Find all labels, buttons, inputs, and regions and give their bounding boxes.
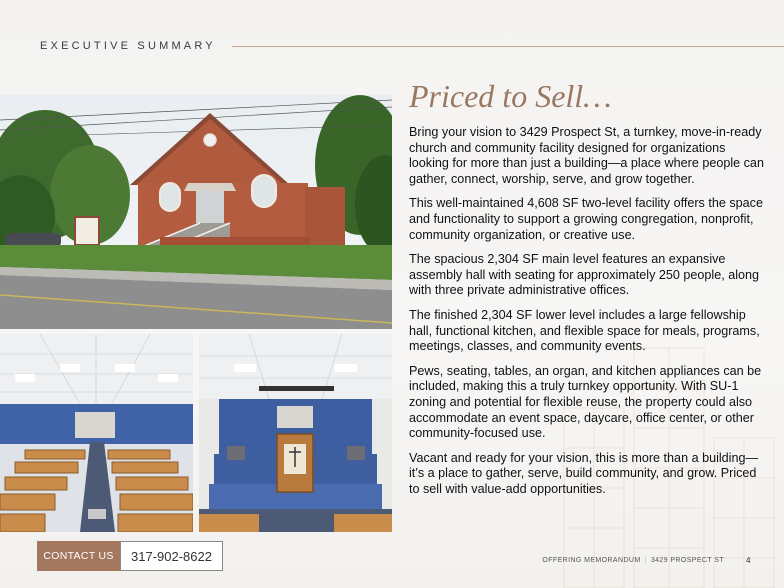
paragraph-turnkey: Pews, seating, tables, an organ, and kitchen appliances can be included, making this a truly turnkey opportunity. With SU-1 zoning and potential for flexible reuse, the property could also accommodate an event space, daycare, office center, or other community-focused use.	[409, 363, 762, 441]
summary-text	[409, 125, 764, 506]
header-label: EXECUTIVE SUMMARY	[40, 40, 216, 52]
footer-separator: |	[644, 557, 647, 564]
phone-number[interactable]: 317-902-8622	[120, 541, 223, 571]
header-rule	[232, 46, 784, 47]
page-number: 4	[746, 556, 751, 565]
footer-doc-label: OFFERING MEMORANDUM	[542, 557, 641, 564]
paragraph-closing: Vacant and ready for your vision, this is more than a building—it’s a place to gather, serve, build community, and grow. Priced to sell with value-add opportunities.	[409, 450, 759, 496]
footer-address: 3429 PROSPECT ST	[650, 557, 724, 564]
paragraph-intro: Bring your vision to 3429 Prospect St, a turnkey, move-in-ready church and community facility designed for organizations looking for more than just a building—a place where people can gather, connect, worship, serve, and grow together.	[409, 125, 764, 186]
paragraph-lower-level: The finished 2,304 SF lower level includes a large fellowship hall, functional kitchen, and flexible space for meals, programs, meetings, classes, and community events.	[409, 307, 760, 354]
paragraph-main-level: The spacious 2,304 SF main level features an expansive assembly hall with seating for approximately 250 people, along with three private administrative offices.	[409, 252, 760, 298]
church-exterior-photo	[0, 95, 392, 329]
contact-us-button[interactable]: CONTACT US	[37, 541, 120, 571]
page-title: Priced to Sell…	[409, 78, 612, 114]
paragraph-facility: This well-maintained 4,608 SF two-level facility offers the space and functionality to support a growing congregation, nonprofit, community organization, or creative use.	[409, 196, 763, 242]
sanctuary-pews-photo	[0, 334, 193, 532]
sanctuary-altar-photo	[199, 334, 392, 532]
footer-doc-info	[542, 557, 724, 564]
